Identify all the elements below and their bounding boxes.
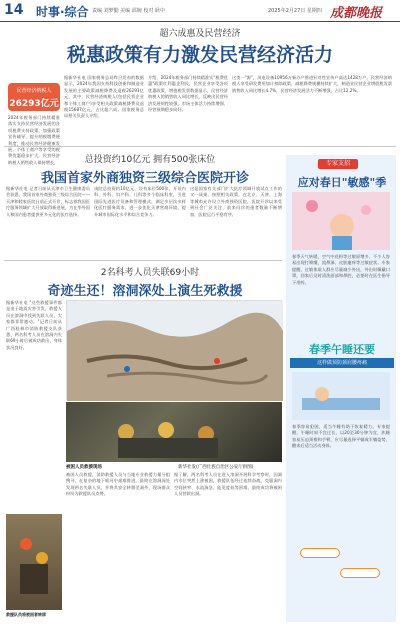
story1-kicker: 超六成惠及民营经济 bbox=[159, 29, 241, 39]
story2-col1: 据新华社电 记者日前从天津市卫生健康委员会获悉，我国首家外商独资三级综合医院——天津和睦家医院日前正式开诊，标志着我国医疗服务领域扩大开放取得新进展，为在华外国人和国内患者提供更多元化的医疗选择。 bbox=[6, 186, 90, 217]
rescue-photo bbox=[66, 402, 282, 462]
story2-col3: 这是国家有关部门扩大医疗领域开放试点工作的又一成果。按照相关政策，在北京、天津、上海等城市允许设立外商独资医院，医院开诊以来受到社会广泛关注，前来问诊的患者数量不断增加，医院运行平稳有序。 bbox=[190, 186, 282, 217]
issue-date: 2025年2月27日 星期四 bbox=[268, 8, 322, 14]
story1-col3: 介绍，2024年税务部门持续精准实"税费优惠"政策红利惠企利民，民营企业享受各项优惠政策，增值税发票数据显示，民营经济纳税人的销售收入同比增长，反映出民营经济发展韧性较强，市场主体活力持续增强，经营预期稳步向好。 bbox=[148, 75, 228, 113]
page-number: 14 bbox=[4, 2, 24, 18]
sidebar-body-2: 春季容易犯困，适当午睡有助于恢复精力。专家提醒，午睡时间不宜过长，以20至30分钟为宜，趴睡容易压迫颈椎和手臂，应尽量选择平躺或半躺姿势，醒来后适当活动身体。 bbox=[292, 424, 390, 449]
editor-credits: 责编 刘梦勤 美编 邱婉 校对 耿中 bbox=[92, 8, 165, 14]
story1-col2: 2024年税务部门持续精准落实支持民营经济发展的各项税费支持政策，加强政策宣传辅导，提升纳税缴费便利度，推动民营经济健康发展。个体工商户等享受的税费优惠稳步扩大，民营经济纳税人销售收入保持增长， bbox=[8, 115, 60, 165]
story3-headline[interactable]: 奇迹生还！溶洞深处上演生死救援 bbox=[47, 284, 243, 299]
nap-illustration bbox=[292, 372, 390, 420]
cave-diagram-graphic bbox=[67, 301, 283, 401]
newspaper-masthead: 成都晚报 bbox=[330, 6, 383, 21]
story3-col3: 据了解，两名科考人员在进入溶洞开展科学考察时，因洞内水位突然上涨被困，救援队伍经过连续奋战，克服洞内空间狭窄、水流湍急、能见度低等困难，最终成功将被困人员营救出洞。 bbox=[174, 472, 282, 497]
story3-col2: 被困人员救援，消防救援人员与当地专业救援力量分组搜寻，在复杂的地下暗河中艰难推进，最终在溶洞深处发现两名失联人员，并将其安全转移至洞外，现场群众纷纷为救援队员点赞。 bbox=[66, 472, 170, 497]
section-title: 时事·综合 bbox=[36, 5, 89, 19]
rescue-photo-2-caption: 救援队员将被困者转移 bbox=[6, 612, 46, 617]
sidebar-title-2[interactable]: 春季午睡还要 bbox=[309, 343, 375, 356]
tax-relief-badge bbox=[8, 83, 60, 111]
story2-col2: 该院总投资约10亿元，设有床位500张，开设内科、外科、妇产科、儿科等多个临床科室，引进国际先进医疗设备和管理模式，满足多层次多样化医疗服务需求，进一步优化天津营商环境，提升城市国际化水平和综合竞争力。 bbox=[94, 186, 186, 217]
badge-label: 民营经济纳税人 bbox=[16, 88, 52, 94]
story1-col1: 据新华社电 国家税务总局昨日发布的数据显示，2024年我国支持科技创新和制造业发展的主要政策减税降费及退税26293亿元，其中，民营经济纳税人(包括民营企业和个体工商户)享受相关政策减税降费及退税15687亿元，占比超六成。国家税务总局相关负责人介绍， bbox=[64, 75, 144, 119]
rescue-photo-credit: 新华社发(广西壮族自治区公安厅供图) bbox=[178, 465, 254, 470]
tip-bubble-1 bbox=[300, 548, 340, 558]
story3-col1: 据新华社电 "这些救援事件都是由于地质灾害引发，救援人员在溶洞中找到失联人员，大家都非常激动。"记者日前从广西桂林市消防救援支队获悉，两名科考人员在溶洞内失联69小时后被成功救出，身体状况良好。 bbox=[6, 300, 62, 350]
spring-illustration-graphic bbox=[292, 192, 390, 250]
cave-diagram bbox=[66, 300, 282, 400]
sidebar-subtitle: 这样做预防颈肩腰疼痛 bbox=[290, 358, 394, 368]
story2-headline[interactable]: 我国首家外商独资三级综合医院开诊 bbox=[40, 171, 249, 186]
badge-value: 26293亿元 bbox=[9, 99, 59, 109]
rescue-photo-caption: 被困人员救援现场 bbox=[66, 465, 102, 470]
nap-illustration-graphic bbox=[292, 372, 390, 420]
page-header bbox=[0, 0, 400, 22]
spring-illustration bbox=[292, 192, 390, 250]
story1-col4: 这类一"源"，风电设备10956万新办户推进针对性宣传户高达1428万户。民营经济纳税人享受研发费用加计扣除政策，减税降费规模持续扩大，制造业民营企业增值税发票销售收入同比增长4.7%，民营经济发展活力不断增强，占比12.2%。 bbox=[232, 75, 392, 93]
section-divider-2 bbox=[4, 260, 282, 261]
sidebar-title[interactable]: 应对春日"敏感"季 bbox=[297, 176, 387, 189]
story3-kicker: 2名科考人员失联69小时 bbox=[100, 268, 200, 278]
sidebar-body: 春季天气转暖，空气中花粉等过敏原增多，不少人容易出现打喷嚏、流鼻涕、皮肤瘙痒等过敏症状。专家提醒，过敏体质人群应尽量减少外出，外出时佩戴口罩，回家后及时清洗面部和鼻腔，必要时在医生指导下用药。 bbox=[292, 254, 390, 285]
tip-bubble-2 bbox=[340, 568, 380, 578]
expert-tag: 专家支招 bbox=[318, 159, 358, 169]
rescue-photo-graphic bbox=[66, 402, 282, 462]
rescue-photo-2-graphic bbox=[6, 514, 62, 610]
story2-kicker: 总投资约10亿元 拥有500张床位 bbox=[84, 155, 216, 165]
section-divider-1 bbox=[4, 146, 396, 147]
story1-headline[interactable]: 税惠政策有力激发民营经济活力 bbox=[66, 44, 333, 66]
rescue-photo-2 bbox=[6, 514, 62, 610]
